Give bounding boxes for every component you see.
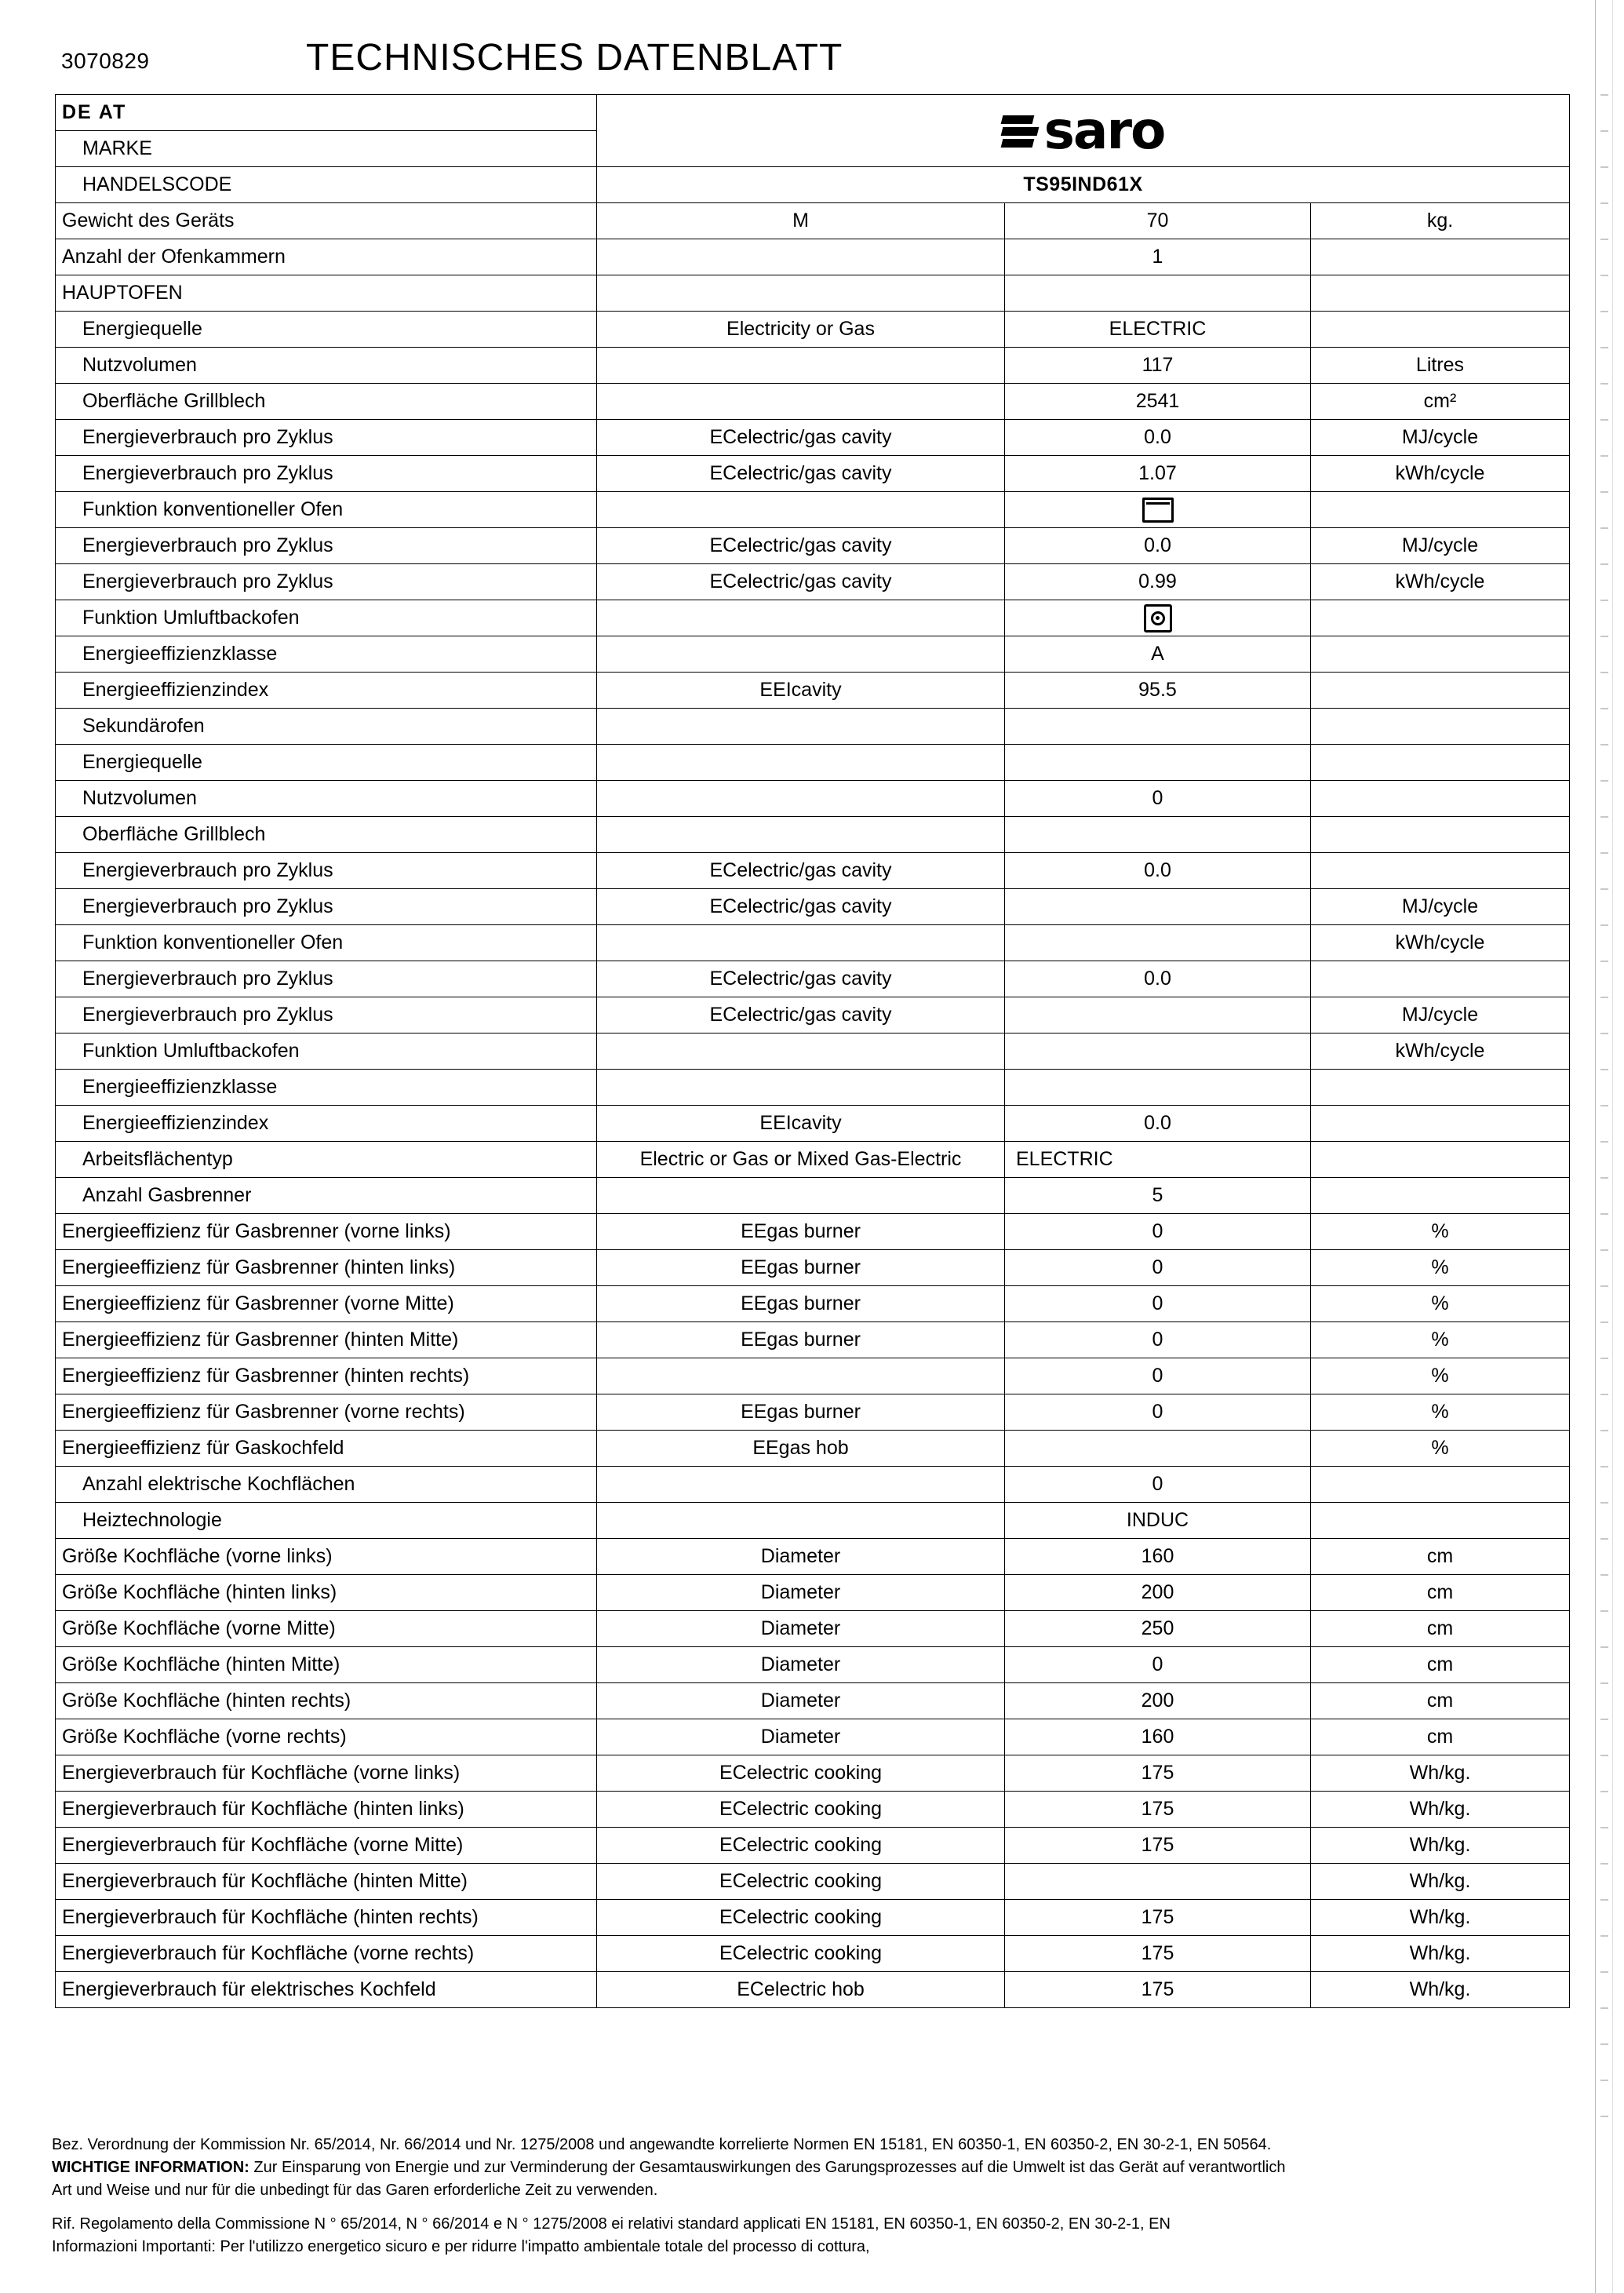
row-label: Größe Kochfläche (hinten Mitte) (56, 1647, 597, 1683)
row-value: 2541 (1005, 384, 1311, 420)
table-row-brand (56, 95, 1570, 131)
row-parameter (597, 925, 1005, 961)
oven-icon (1142, 498, 1174, 523)
table-row (56, 1828, 1570, 1864)
row-unit: cm (1311, 1647, 1570, 1683)
row-value: 175 (1005, 1828, 1311, 1864)
table-row (56, 745, 1570, 781)
row-value: 117 (1005, 348, 1311, 384)
table-row (56, 1286, 1570, 1322)
row-value: 0.0 (1005, 420, 1311, 456)
table-row (56, 1900, 1570, 1936)
row-label: Energieverbrauch pro Zyklus (56, 564, 597, 600)
row-unit: MJ/cycle (1311, 997, 1570, 1033)
table-row (56, 420, 1570, 456)
row-parameter (597, 1467, 1005, 1503)
table-row (56, 1539, 1570, 1575)
saro-mark-icon (1002, 111, 1038, 151)
row-value: 250 (1005, 1611, 1311, 1647)
row-parameter: EEgas hob (597, 1431, 1005, 1467)
row-parameter: ECelectric/gas cavity (597, 961, 1005, 997)
row-value: 0.0 (1005, 528, 1311, 564)
row-parameter (597, 348, 1005, 384)
row-value: 0.99 (1005, 564, 1311, 600)
row-value: ELECTRIC (1005, 312, 1311, 348)
row-unit: MJ/cycle (1311, 528, 1570, 564)
row-unit (1311, 853, 1570, 889)
row-parameter: ECelectric cooking (597, 1864, 1005, 1900)
page-title: TECHNISCHES DATENBLATT (306, 37, 843, 78)
table-row (56, 1467, 1570, 1503)
table-row (56, 1755, 1570, 1792)
row-label: Energieeffizienz für Gasbrenner (hinten rechts) (56, 1358, 597, 1394)
row-label: Energieverbrauch pro Zyklus (56, 528, 597, 564)
row-unit (1311, 745, 1570, 781)
row-value: 160 (1005, 1719, 1311, 1755)
row-label: Energieverbrauch pro Zyklus (56, 997, 597, 1033)
row-unit: Wh/kg. (1311, 1828, 1570, 1864)
table-row (56, 528, 1570, 564)
row-value (1005, 1070, 1311, 1106)
row-label: Anzahl Gasbrenner (56, 1178, 597, 1214)
table-row (56, 925, 1570, 961)
row-unit: MJ/cycle (1311, 420, 1570, 456)
table-row (56, 600, 1570, 636)
row-parameter (597, 600, 1005, 636)
row-parameter: EEgas burner (597, 1394, 1005, 1431)
row-label: Energieeffizienzklasse (56, 636, 597, 673)
row-parameter (597, 636, 1005, 673)
row-unit: % (1311, 1214, 1570, 1250)
row-value: A (1005, 636, 1311, 673)
row-label: Oberfläche Grillblech (56, 384, 597, 420)
row-unit: % (1311, 1431, 1570, 1467)
row-unit (1311, 781, 1570, 817)
row-parameter: Electric or Gas or Mixed Gas-Electric (597, 1142, 1005, 1178)
model-code: TS95IND61X (597, 167, 1570, 203)
footer-line-2 (52, 2157, 1589, 2178)
table-row (56, 1864, 1570, 1900)
row-unit: Wh/kg. (1311, 1755, 1570, 1792)
row-parameter: EEgas burner (597, 1250, 1005, 1286)
row-label: HAUPTOFEN (56, 275, 597, 312)
row-label: Größe Kochfläche (vorne links) (56, 1539, 597, 1575)
row-parameter: Diameter (597, 1683, 1005, 1719)
handelscode-label: HANDELSCODE (56, 167, 597, 203)
row-label: Gewicht des Geräts (56, 203, 597, 239)
row-parameter: ECelectric hob (597, 1972, 1005, 2008)
scan-edge-line-left (1595, 0, 1596, 2293)
row-parameter (597, 1033, 1005, 1070)
row-value: 160 (1005, 1539, 1311, 1575)
row-unit (1311, 1106, 1570, 1142)
row-label: Energieverbrauch pro Zyklus (56, 420, 597, 456)
row-unit: % (1311, 1322, 1570, 1358)
row-value: 1 (1005, 239, 1311, 275)
row-parameter: ECelectric cooking (597, 1828, 1005, 1864)
table-row (56, 853, 1570, 889)
row-unit (1311, 1467, 1570, 1503)
row-parameter: Diameter (597, 1539, 1005, 1575)
row-parameter (597, 239, 1005, 275)
row-label: Energieverbrauch pro Zyklus (56, 456, 597, 492)
row-label: Funktion Umluftbackofen (56, 1033, 597, 1070)
table-row (56, 1431, 1570, 1467)
row-parameter: Electricity or Gas (597, 312, 1005, 348)
row-value: 0.0 (1005, 853, 1311, 889)
row-parameter: EEIcavity (597, 1106, 1005, 1142)
row-label: Energieverbrauch für Kochfläche (hinten rechts) (56, 1900, 597, 1936)
table-row (56, 781, 1570, 817)
row-parameter: ECelectric/gas cavity (597, 997, 1005, 1033)
table-row (56, 636, 1570, 673)
row-value (1005, 492, 1311, 528)
table-row (56, 1178, 1570, 1214)
row-unit (1311, 275, 1570, 312)
row-parameter: ECelectric cooking (597, 1900, 1005, 1936)
row-label: Energieverbrauch für elektrisches Kochfeld (56, 1972, 597, 2008)
row-parameter: Diameter (597, 1575, 1005, 1611)
row-parameter (597, 781, 1005, 817)
row-parameter (597, 384, 1005, 420)
footer-notes (52, 2134, 1589, 2259)
row-parameter: Diameter (597, 1611, 1005, 1647)
specifications-table (55, 94, 1570, 2008)
row-parameter (597, 1358, 1005, 1394)
row-value (1005, 745, 1311, 781)
row-value (1005, 997, 1311, 1033)
row-parameter (597, 492, 1005, 528)
row-unit (1311, 673, 1570, 709)
scan-edge-line-right (1612, 0, 1613, 2293)
scan-edge-ticks (1600, 94, 1608, 2134)
row-value: 175 (1005, 1972, 1311, 2008)
row-label: Energieeffizienz für Gasbrenner (vorne Mitte) (56, 1286, 597, 1322)
row-parameter: ECelectric/gas cavity (597, 853, 1005, 889)
table-row (56, 997, 1570, 1033)
row-label: Anzahl der Ofenkammern (56, 239, 597, 275)
row-value: 0 (1005, 1250, 1311, 1286)
row-unit: % (1311, 1250, 1570, 1286)
row-unit: Wh/kg. (1311, 1900, 1570, 1936)
row-label: Energiequelle (56, 745, 597, 781)
row-parameter (597, 1178, 1005, 1214)
row-label: Energieverbrauch für Kochfläche (vorne Mitte) (56, 1828, 597, 1864)
row-value: 0 (1005, 1214, 1311, 1250)
row-unit (1311, 1142, 1570, 1178)
row-label: Größe Kochfläche (hinten rechts) (56, 1683, 597, 1719)
row-value: 175 (1005, 1900, 1311, 1936)
table-row (56, 312, 1570, 348)
row-value: 200 (1005, 1683, 1311, 1719)
table-row (56, 1322, 1570, 1358)
row-label: Energieverbrauch für Kochfläche (vorne rechts) (56, 1936, 597, 1972)
table-row-handelscode (56, 167, 1570, 203)
row-value: 175 (1005, 1936, 1311, 1972)
row-value: 0 (1005, 1358, 1311, 1394)
row-parameter: ECelectric cooking (597, 1755, 1005, 1792)
table-row (56, 673, 1570, 709)
table-row (56, 384, 1570, 420)
row-value: 200 (1005, 1575, 1311, 1611)
row-label: Funktion Umluftbackofen (56, 600, 597, 636)
row-value: 175 (1005, 1792, 1311, 1828)
row-label: Energieeffizienzindex (56, 673, 597, 709)
table-row (56, 817, 1570, 853)
table-row (56, 1719, 1570, 1755)
row-value: 70 (1005, 203, 1311, 239)
row-value: 95.5 (1005, 673, 1311, 709)
row-value (1005, 817, 1311, 853)
table-row (56, 1394, 1570, 1431)
row-label: Energieeffizienz für Gaskochfeld (56, 1431, 597, 1467)
table-row (56, 1106, 1570, 1142)
row-label: Energieverbrauch für Kochfläche (hinten links) (56, 1792, 597, 1828)
row-value: ELECTRIC (1005, 1142, 1311, 1178)
table-row (56, 492, 1570, 528)
row-parameter: Diameter (597, 1647, 1005, 1683)
row-unit (1311, 600, 1570, 636)
table-row (56, 564, 1570, 600)
row-unit: % (1311, 1286, 1570, 1322)
row-parameter: EEIcavity (597, 673, 1005, 709)
row-value: 0 (1005, 781, 1311, 817)
row-parameter (597, 745, 1005, 781)
row-unit (1311, 492, 1570, 528)
row-value: 0 (1005, 1467, 1311, 1503)
row-unit: MJ/cycle (1311, 889, 1570, 925)
row-label: Anzahl elektrische Kochflächen (56, 1467, 597, 1503)
row-parameter: M (597, 203, 1005, 239)
row-label: Oberfläche Grillblech (56, 817, 597, 853)
row-parameter: ECelectric/gas cavity (597, 456, 1005, 492)
row-unit: kWh/cycle (1311, 564, 1570, 600)
region-codes: DE AT (56, 95, 597, 131)
row-value: 0.0 (1005, 961, 1311, 997)
marke-label: MARKE (56, 131, 597, 167)
table-row (56, 1792, 1570, 1828)
row-parameter: ECelectric/gas cavity (597, 528, 1005, 564)
footer-line-1: Bez. Verordnung der Kommission Nr. 65/2014, Nr. 66/2014 und Nr. 1275/2008 und angewandte korrelierte Normen EN 15181, EN 60350-1, EN 60350-2, EN 30-2-1, EN 50564. (52, 2136, 1272, 2153)
document-code: 3070829 (61, 49, 150, 73)
table-row (56, 1647, 1570, 1683)
row-unit (1311, 817, 1570, 853)
row-value: 0.0 (1005, 1106, 1311, 1142)
row-value: 0 (1005, 1286, 1311, 1322)
row-unit: kWh/cycle (1311, 456, 1570, 492)
row-label: Energiequelle (56, 312, 597, 348)
table-row (56, 1972, 1570, 2008)
row-label: Funktion konventioneller Ofen (56, 492, 597, 528)
table-row (56, 709, 1570, 745)
table-row (56, 1250, 1570, 1286)
table-row (56, 1033, 1570, 1070)
row-value: 0 (1005, 1322, 1311, 1358)
row-unit (1311, 239, 1570, 275)
table-row (56, 1936, 1570, 1972)
row-value (1005, 925, 1311, 961)
row-value: 0 (1005, 1394, 1311, 1431)
row-unit (1311, 312, 1570, 348)
fan-icon (1144, 604, 1172, 632)
table-row (56, 1575, 1570, 1611)
row-parameter: ECelectric/gas cavity (597, 420, 1005, 456)
row-value (1005, 275, 1311, 312)
row-label: Energieeffizienzindex (56, 1106, 597, 1142)
row-unit (1311, 1503, 1570, 1539)
table-row (56, 203, 1570, 239)
row-parameter: ECelectric/gas cavity (597, 889, 1005, 925)
table-row (56, 239, 1570, 275)
footer-line-5: Informazioni Importanti: Per l'utilizzo energetico sicuro e per ridurre l'impatto ambientale totale del processo di cottura, (52, 2238, 870, 2255)
row-label: Arbeitsflächentyp (56, 1142, 597, 1178)
row-unit: kg. (1311, 203, 1570, 239)
row-value (1005, 600, 1311, 636)
row-unit: cm (1311, 1575, 1570, 1611)
row-value (1005, 709, 1311, 745)
row-unit (1311, 961, 1570, 997)
row-parameter (597, 1070, 1005, 1106)
row-label: Nutzvolumen (56, 348, 597, 384)
brand-logo (597, 95, 1570, 167)
row-parameter (597, 275, 1005, 312)
row-unit (1311, 1178, 1570, 1214)
brand-name: saro (1043, 100, 1165, 161)
row-value: 0 (1005, 1647, 1311, 1683)
row-value (1005, 1431, 1311, 1467)
row-label: Nutzvolumen (56, 781, 597, 817)
row-unit (1311, 1070, 1570, 1106)
row-label: Größe Kochfläche (vorne Mitte) (56, 1611, 597, 1647)
table-row (56, 275, 1570, 312)
row-unit: Wh/kg. (1311, 1792, 1570, 1828)
specifications-table-wrapper (55, 94, 1569, 2008)
table-row (56, 889, 1570, 925)
row-parameter: ECelectric cooking (597, 1936, 1005, 1972)
row-parameter: EEgas burner (597, 1322, 1005, 1358)
row-label: Funktion konventioneller Ofen (56, 925, 597, 961)
row-unit: Wh/kg. (1311, 1972, 1570, 2008)
row-value: INDUC (1005, 1503, 1311, 1539)
row-unit: cm (1311, 1719, 1570, 1755)
row-parameter (597, 1503, 1005, 1539)
row-unit: % (1311, 1394, 1570, 1431)
table-row (56, 1358, 1570, 1394)
row-label: Sekundärofen (56, 709, 597, 745)
row-value: 5 (1005, 1178, 1311, 1214)
row-unit: Litres (1311, 348, 1570, 384)
row-unit: cm (1311, 1539, 1570, 1575)
row-parameter (597, 709, 1005, 745)
row-value (1005, 889, 1311, 925)
row-unit: Wh/kg. (1311, 1936, 1570, 1972)
row-parameter (597, 817, 1005, 853)
row-unit: kWh/cycle (1311, 925, 1570, 961)
footer-line-4: Rif. Regolamento della Commissione N ° 65/2014, N ° 66/2014 e N ° 1275/2008 ei relativi standard applicati EN 15181, EN 60350-1, EN 60350-2, EN 30-2-1, EN (52, 2215, 1171, 2233)
table-row (56, 1214, 1570, 1250)
row-unit: % (1311, 1358, 1570, 1394)
row-label: Energieverbrauch pro Zyklus (56, 961, 597, 997)
row-value: 175 (1005, 1755, 1311, 1792)
row-label: Energieverbrauch für Kochfläche (vorne links) (56, 1755, 597, 1792)
row-label: Energieeffizienz für Gasbrenner (vorne links) (56, 1214, 597, 1250)
row-label: Größe Kochfläche (vorne rechts) (56, 1719, 597, 1755)
row-parameter: EEgas burner (597, 1286, 1005, 1322)
row-parameter: ECelectric/gas cavity (597, 564, 1005, 600)
footer-line-2-text: Zur Einsparung von Energie und zur Verminderung der Gesamtauswirkungen des Garungsprozesses auf die Umwelt ist das Gerät auf verantwortlich (249, 2159, 1286, 2176)
row-label: Energieeffizienz für Gasbrenner (vorne rechts) (56, 1394, 597, 1431)
row-label: Energieeffizienzklasse (56, 1070, 597, 1106)
row-value: 1.07 (1005, 456, 1311, 492)
row-value (1005, 1033, 1311, 1070)
row-unit: cm² (1311, 384, 1570, 420)
row-label: Energieeffizienz für Gasbrenner (hinten links) (56, 1250, 597, 1286)
table-row (56, 1611, 1570, 1647)
row-label: Energieverbrauch pro Zyklus (56, 853, 597, 889)
row-unit: Wh/kg. (1311, 1864, 1570, 1900)
table-row (56, 1070, 1570, 1106)
row-label: Heiztechnologie (56, 1503, 597, 1539)
row-unit: kWh/cycle (1311, 1033, 1570, 1070)
row-label: Größe Kochfläche (hinten links) (56, 1575, 597, 1611)
row-value (1005, 1864, 1311, 1900)
table-row (56, 961, 1570, 997)
row-label: Energieverbrauch pro Zyklus (56, 889, 597, 925)
row-unit: cm (1311, 1611, 1570, 1647)
table-row (56, 348, 1570, 384)
table-row (56, 456, 1570, 492)
row-unit: cm (1311, 1683, 1570, 1719)
row-parameter: ECelectric cooking (597, 1792, 1005, 1828)
row-parameter: EEgas burner (597, 1214, 1005, 1250)
table-row (56, 1503, 1570, 1539)
footer-line-3: Art und Weise und nur für die unbedingt für das Garen erforderliche Zeit zu verwenden. (52, 2182, 658, 2199)
row-label: Energieverbrauch für Kochfläche (hinten Mitte) (56, 1864, 597, 1900)
row-parameter: Diameter (597, 1719, 1005, 1755)
table-row (56, 1142, 1570, 1178)
table-row (56, 1683, 1570, 1719)
footer-important-label: WICHTIGE INFORMATION: (52, 2159, 249, 2176)
row-unit (1311, 709, 1570, 745)
row-label: Energieeffizienz für Gasbrenner (hinten Mitte) (56, 1322, 597, 1358)
row-unit (1311, 636, 1570, 673)
